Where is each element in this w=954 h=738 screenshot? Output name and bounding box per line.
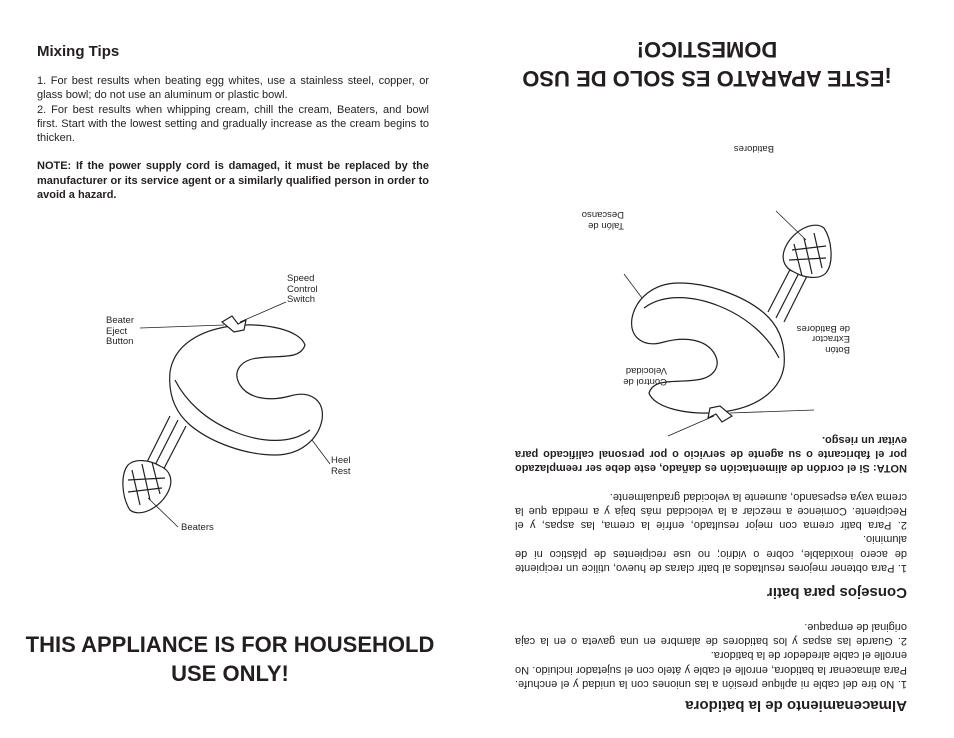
beaters-label: Beaters xyxy=(181,522,214,533)
beater-eject-label: Beater Eject Button xyxy=(106,315,134,347)
tip-2: 2. For best results when whipping cream, chill the cream, Beaters, and bowl first. Start with the lowest setting and gradually increase as the cream begins to thicken. xyxy=(37,103,429,145)
household-warning: THIS APPLIANCE IS FOR HOUSEHOLD USE ONLY! xyxy=(25,632,435,686)
tip-1: 1. For best results when beating egg whites, use a stainless steel, copper, or glass bowl; do not use an aluminum or plastic bowl. xyxy=(37,75,429,102)
power-cord-note: NOTE: If the power supply cord is damaged, it must be replaced by the manufacturer or its service agent or a similarly qualified person in order to avoid a hazard. xyxy=(37,160,429,202)
beater-eject-label-es: Botón Extractor de Batidores xyxy=(796,323,850,355)
mixer-illustration-es xyxy=(477,0,954,738)
beaters-label-es: Batidores xyxy=(733,143,774,154)
power-cord-note-es: NOTA: Si el cordón de alimentación es dañado, este debe ser reemplazado por el fabricante o su agente de servicio o por personal calificado para evitar un riesgo. xyxy=(515,433,907,475)
storage-text: 1. No tire del cable ni aplique presión a las uniones con la unidad y el enchufe. Para almacenar la batidora, enrolle el cable y átelo con el sujetador incluido. No enrolle el cable alrededor de la batidora. 2. Guarde las aspas y los batidores de alambre en una gaveta o en la caja original de empaque. xyxy=(515,620,907,690)
speed-control-label-es: Control de Velocidad xyxy=(623,365,667,387)
household-warning-es: ¡ESTE APARATO ES SOLO DE USO DOMESTICO! xyxy=(522,37,892,91)
speed-control-label: Speed Control Switch xyxy=(287,273,318,305)
spanish-page xyxy=(477,0,954,738)
heel-rest-label: Heel Rest xyxy=(331,455,351,477)
mixing-tips-title: Mixing Tips xyxy=(37,43,120,60)
heel-rest-label-es: Talón de Descanso xyxy=(581,209,624,231)
storage-title: Almacenamiento de la batidora xyxy=(685,697,907,714)
tips-text-es: 1. Para obtener mejores resultados al batir claras de huevo, utilice un recipiente de acero inoxidable, cobre o vidrio; no use recipientes de plástico ni de aluminio. 2. Para batir crema con mejor resultado, enfríe la crema, las aspas, y el Recipiente. Comience a mezclar a la velocidad más baja y a medida que la crema vaya espesando, aumente la velocidad gradualmente. NOTA: Si el cordón de alimentación es dañado, este debe ser reemplazado por el fabricante o su agente de servicio o por personal calificado para evitar un riesgo. xyxy=(515,433,907,574)
tips-title-es: Consejos para batir xyxy=(766,584,907,601)
